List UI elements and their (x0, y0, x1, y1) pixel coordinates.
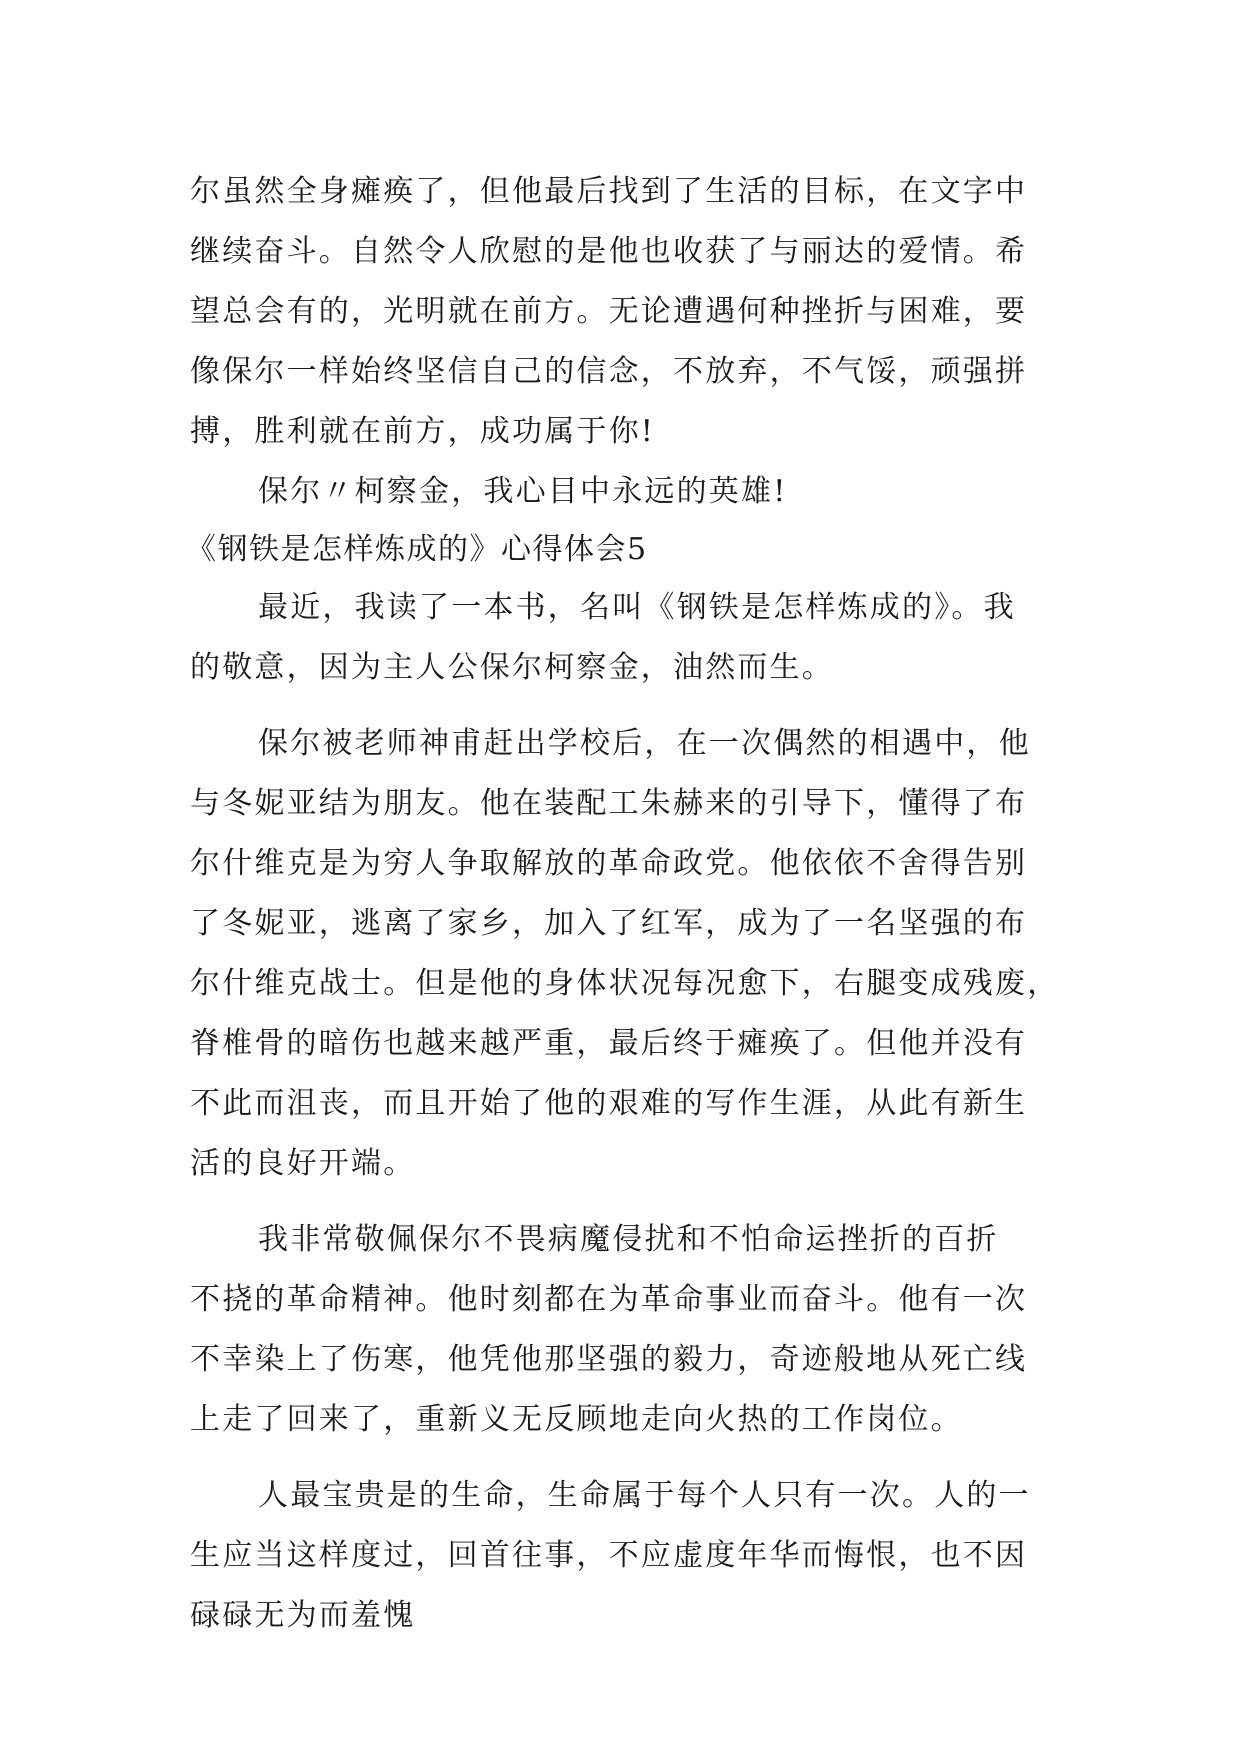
text-line: 继续奋斗。自然令人欣慰的是他也收获了与丽达的爱情。希 (190, 234, 1028, 269)
text-line: 最近，我读了一本书，名叫《钢铁是怎样炼成的》。我 (258, 590, 1016, 625)
text-line: 搏，胜利就在前方，成功属于你! (190, 414, 656, 449)
text-line: 了冬妮亚，逃离了家乡，加入了红军，成为了一名坚强的布 (190, 906, 1028, 941)
text-line: 脊椎骨的暗伤也越来越严重，最后终于瘫痪了。但他并没有 (190, 1026, 1028, 1061)
document-body (186, 162, 1060, 1646)
paragraph-p2 (190, 462, 1060, 522)
text-line: 尔虽然全身瘫痪了，但他最后找到了生活的目标，在文字中 (190, 174, 1028, 209)
text-line: 上走了回来了，重新义无反顾地走向火热的工作岗位。 (190, 1402, 963, 1437)
paragraph-gap (190, 1450, 1060, 1466)
text-line: 人最宝贵是的生命，生命属于每个人只有一次。人的一 (258, 1478, 1031, 1513)
text-line: 生应当这样度过，回首往事，不应虚度年华而悔恨，也不因 (190, 1538, 1028, 1573)
paragraph-s1 (190, 578, 1060, 698)
paragraph-s4 (190, 1466, 1060, 1646)
paragraph-s3 (190, 1210, 1060, 1450)
text-line: 不挠的革命精神。他时刻都在为革命事业而奋斗。他有一次 (190, 1282, 1028, 1317)
paragraph-gap (190, 1194, 1060, 1210)
paragraph-s2 (190, 714, 1060, 1194)
text-line: 尔什维克战士。但是他的身体状况每况愈下，右腿变成残废， (190, 966, 1060, 1001)
text-line: 不幸染上了伤寒，他凭他那坚强的毅力，奇迹般地从死亡线 (190, 1342, 1028, 1377)
section-title: 《钢铁是怎样炼成的》心得体会5 (186, 532, 648, 567)
text-line: 的敬意，因为主人公保尔柯察金，油然而生。 (190, 650, 834, 685)
text-line: 像保尔一样始终坚信自己的信念，不放弃，不气馁，顽强拼 (190, 354, 1028, 389)
text-line: 保尔〃柯察金，我心目中永远的英雄! (258, 474, 788, 509)
text-line: 尔什维克是为穷人争取解放的革命政党。他依依不舍得告别 (190, 846, 1028, 881)
text-line: 活的良好开端。 (190, 1146, 416, 1181)
text-line: 碌碌无为而羞愧 (190, 1598, 416, 1633)
text-line: 保尔被老师神甫赶出学校后，在一次偶然的相遇中，他 (258, 726, 1031, 761)
text-line: 望总会有的，光明就在前方。无论遭遇何种挫折与困难，要 (190, 294, 1028, 329)
paragraph-gap (190, 698, 1060, 714)
text-line: 不此而沮丧，而且开始了他的艰难的写作生涯，从此有新生 (190, 1086, 1028, 1121)
text-line: 与冬妮亚结为朋友。他在装配工朱赫来的引导下，懂得了布 (190, 786, 1028, 821)
text-line: 我非常敬佩保尔不畏病魔侵扰和不怕命运挫折的百折 (258, 1222, 999, 1257)
paragraph-p1 (190, 162, 1060, 462)
